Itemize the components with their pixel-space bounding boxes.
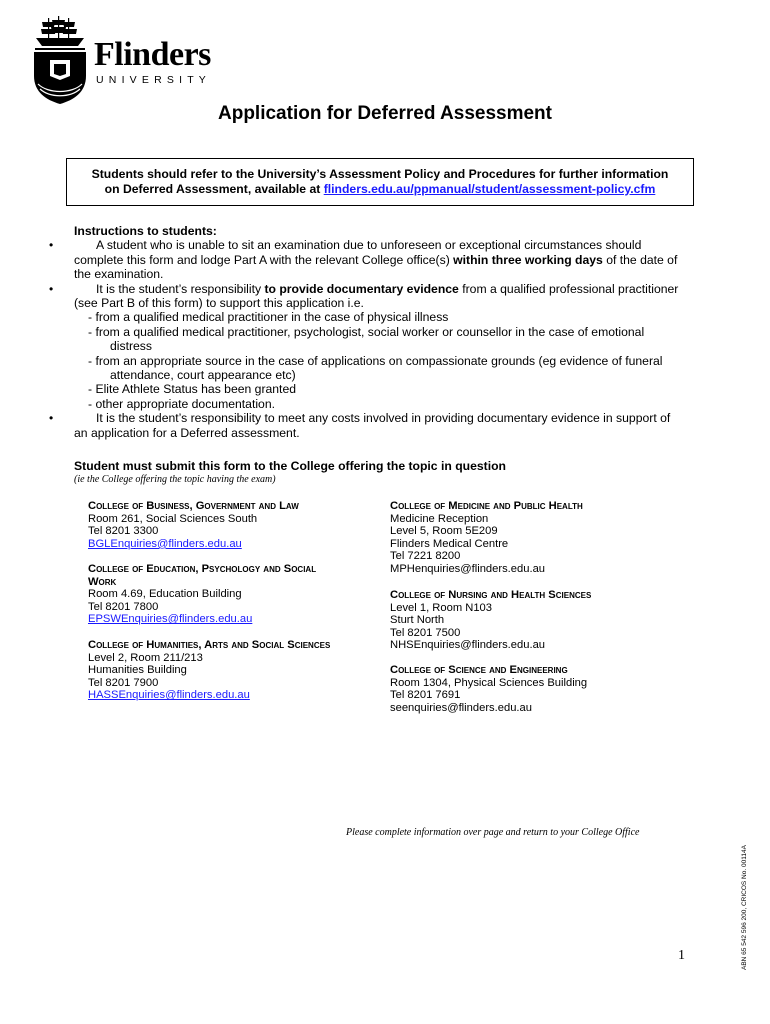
page-number: 1 [678,948,685,963]
college-building: Humanities Building [88,664,187,677]
college-building: Flinders Medical Centre [390,537,509,550]
instruction-bullet-3 [49,411,724,440]
bullet-3-continuation: an application for a Deferred assessment. [74,425,300,440]
college-email: seenquiries@flinders.edu.au [390,701,532,714]
policy-notice-box [66,158,694,206]
bullet-1-text-b: of the date of [602,252,678,267]
evidence-item: - from an appropriate source in the case of applications on compassionate grounds (eg evidence of funeral [88,353,663,368]
college-name: College of Science and Engineering [390,664,568,676]
bullet-2-lead [74,282,724,296]
college-phone: Tel 8201 7500 [390,626,461,639]
instruction-bullet-2 [49,281,724,412]
instructions-heading: Instructions to students: [74,224,217,238]
college-phone: Tel 8201 7900 [88,676,159,689]
footer-note: Please complete information over page and return to your College Office [346,827,640,838]
college-phone: Tel 8201 7800 [88,600,159,613]
college-email-link[interactable]: HASSEnquiries@flinders.edu.au [88,689,250,702]
college-email: MPHenquiries@flinders.edu.au [390,562,546,575]
college-bgl [88,500,368,550]
college-phone: Tel 8201 3300 [88,525,159,538]
instructions-section [49,224,724,440]
college-email: NHSEnquiries@flinders.edu.au [390,639,546,652]
submit-heading: Student must submit this form to the College offering the topic in question [74,459,506,473]
logo-wordmark: Flinders [94,36,211,73]
college-epsw [88,563,368,626]
policy-line-1: Students should refer to the University’s Assessment Policy and Procedures for further information [91,167,669,181]
college-nhs [390,589,670,652]
university-logo [30,14,220,106]
bullet-2-bold: to provide documentary evidence [264,281,459,296]
bullet-icon: • [49,281,54,296]
bullet-1-text-a: complete this form and lodge Part A with the relevant College office(s) [74,252,454,267]
college-name-cont: Work [88,575,117,588]
bullet-2-text-a: It is the student’s responsibility [96,281,265,296]
college-address: Medicine Reception [390,512,489,525]
college-address: Level 2, Room 211/213 [88,651,203,664]
college-building: Sturt North [390,614,445,627]
evidence-item: - Elite Athlete Status has been granted [88,382,297,397]
policy-link[interactable]: flinders.edu.au/ppmanual/student/assessment-policy.cfm [323,182,656,196]
bullet-1-end: the examination. [74,267,164,282]
bullet-1-bold: within three working days [453,252,603,267]
college-hass [88,639,368,702]
page-title: Application for Deferred Assessment [218,103,552,124]
bullet-1-continuation [74,253,724,267]
evidence-item: - other appropriate documentation. [88,396,275,411]
bullet-3-lead: It is the student’s responsibility to meet any costs involved in providing documentary evidence in support of [96,411,671,426]
policy-line-2-text: on Deferred Assessment, available at [104,182,324,196]
college-room: Level 5, Room 5E209 [390,525,498,538]
college-address: Room 261, Social Sciences South [88,512,258,525]
policy-line-2 [67,182,693,197]
bullet-icon: • [49,238,54,253]
bullet-2-continuation: (see Part B of this form) to support this application i.e. [74,296,364,311]
submit-note: (ie the College offering the topic having the exam) [74,474,276,485]
college-address: Room 1304, Physical Sciences Building [390,676,588,689]
college-se [390,664,670,714]
college-phone: Tel 7221 8200 [390,550,461,563]
instruction-bullet-1 [49,238,724,282]
college-name: College of Nursing and Health Sciences [390,589,592,601]
bullet-2-text-b: from a qualified professional practitioner [458,281,679,296]
college-name: College of Education, Psychology and Social [88,563,317,575]
evidence-item: - from a qualified medical practitioner in the case of physical illness [88,310,449,325]
college-address: Room 4.69, Education Building [88,588,242,601]
logo-subword: UNIVERSITY [96,74,212,86]
college-name: College of Humanities, Arts and Social Sciences [88,639,331,651]
abn-cricos-text: ABN 65 542 596 200, CRICOS No. 00114A [741,845,748,970]
college-address: Level 1, Room N103 [390,601,492,614]
bullet-1-lead: A student who is unable to sit an examination due to unforeseen or exceptional circumstances should [96,238,642,253]
college-name: College of Medicine and Public Health [390,500,583,512]
ship-crest-icon [30,14,90,106]
college-phone: Tel 8201 7691 [390,689,461,702]
college-name: College of Business, Government and Law [88,500,299,512]
evidence-item: - from a qualified medical practitioner, psychologist, social worker or counsellor in the case of emotional [88,324,645,339]
evidence-item-continuation: distress [110,339,152,354]
college-mph [390,500,670,576]
college-email-link[interactable]: EPSWEnquiries@flinders.edu.au [88,613,253,626]
bullet-icon: • [49,411,54,426]
college-email-link[interactable]: BGLEnquiries@flinders.edu.au [88,537,242,550]
evidence-item-continuation: attendance, court appearance etc) [110,368,296,383]
